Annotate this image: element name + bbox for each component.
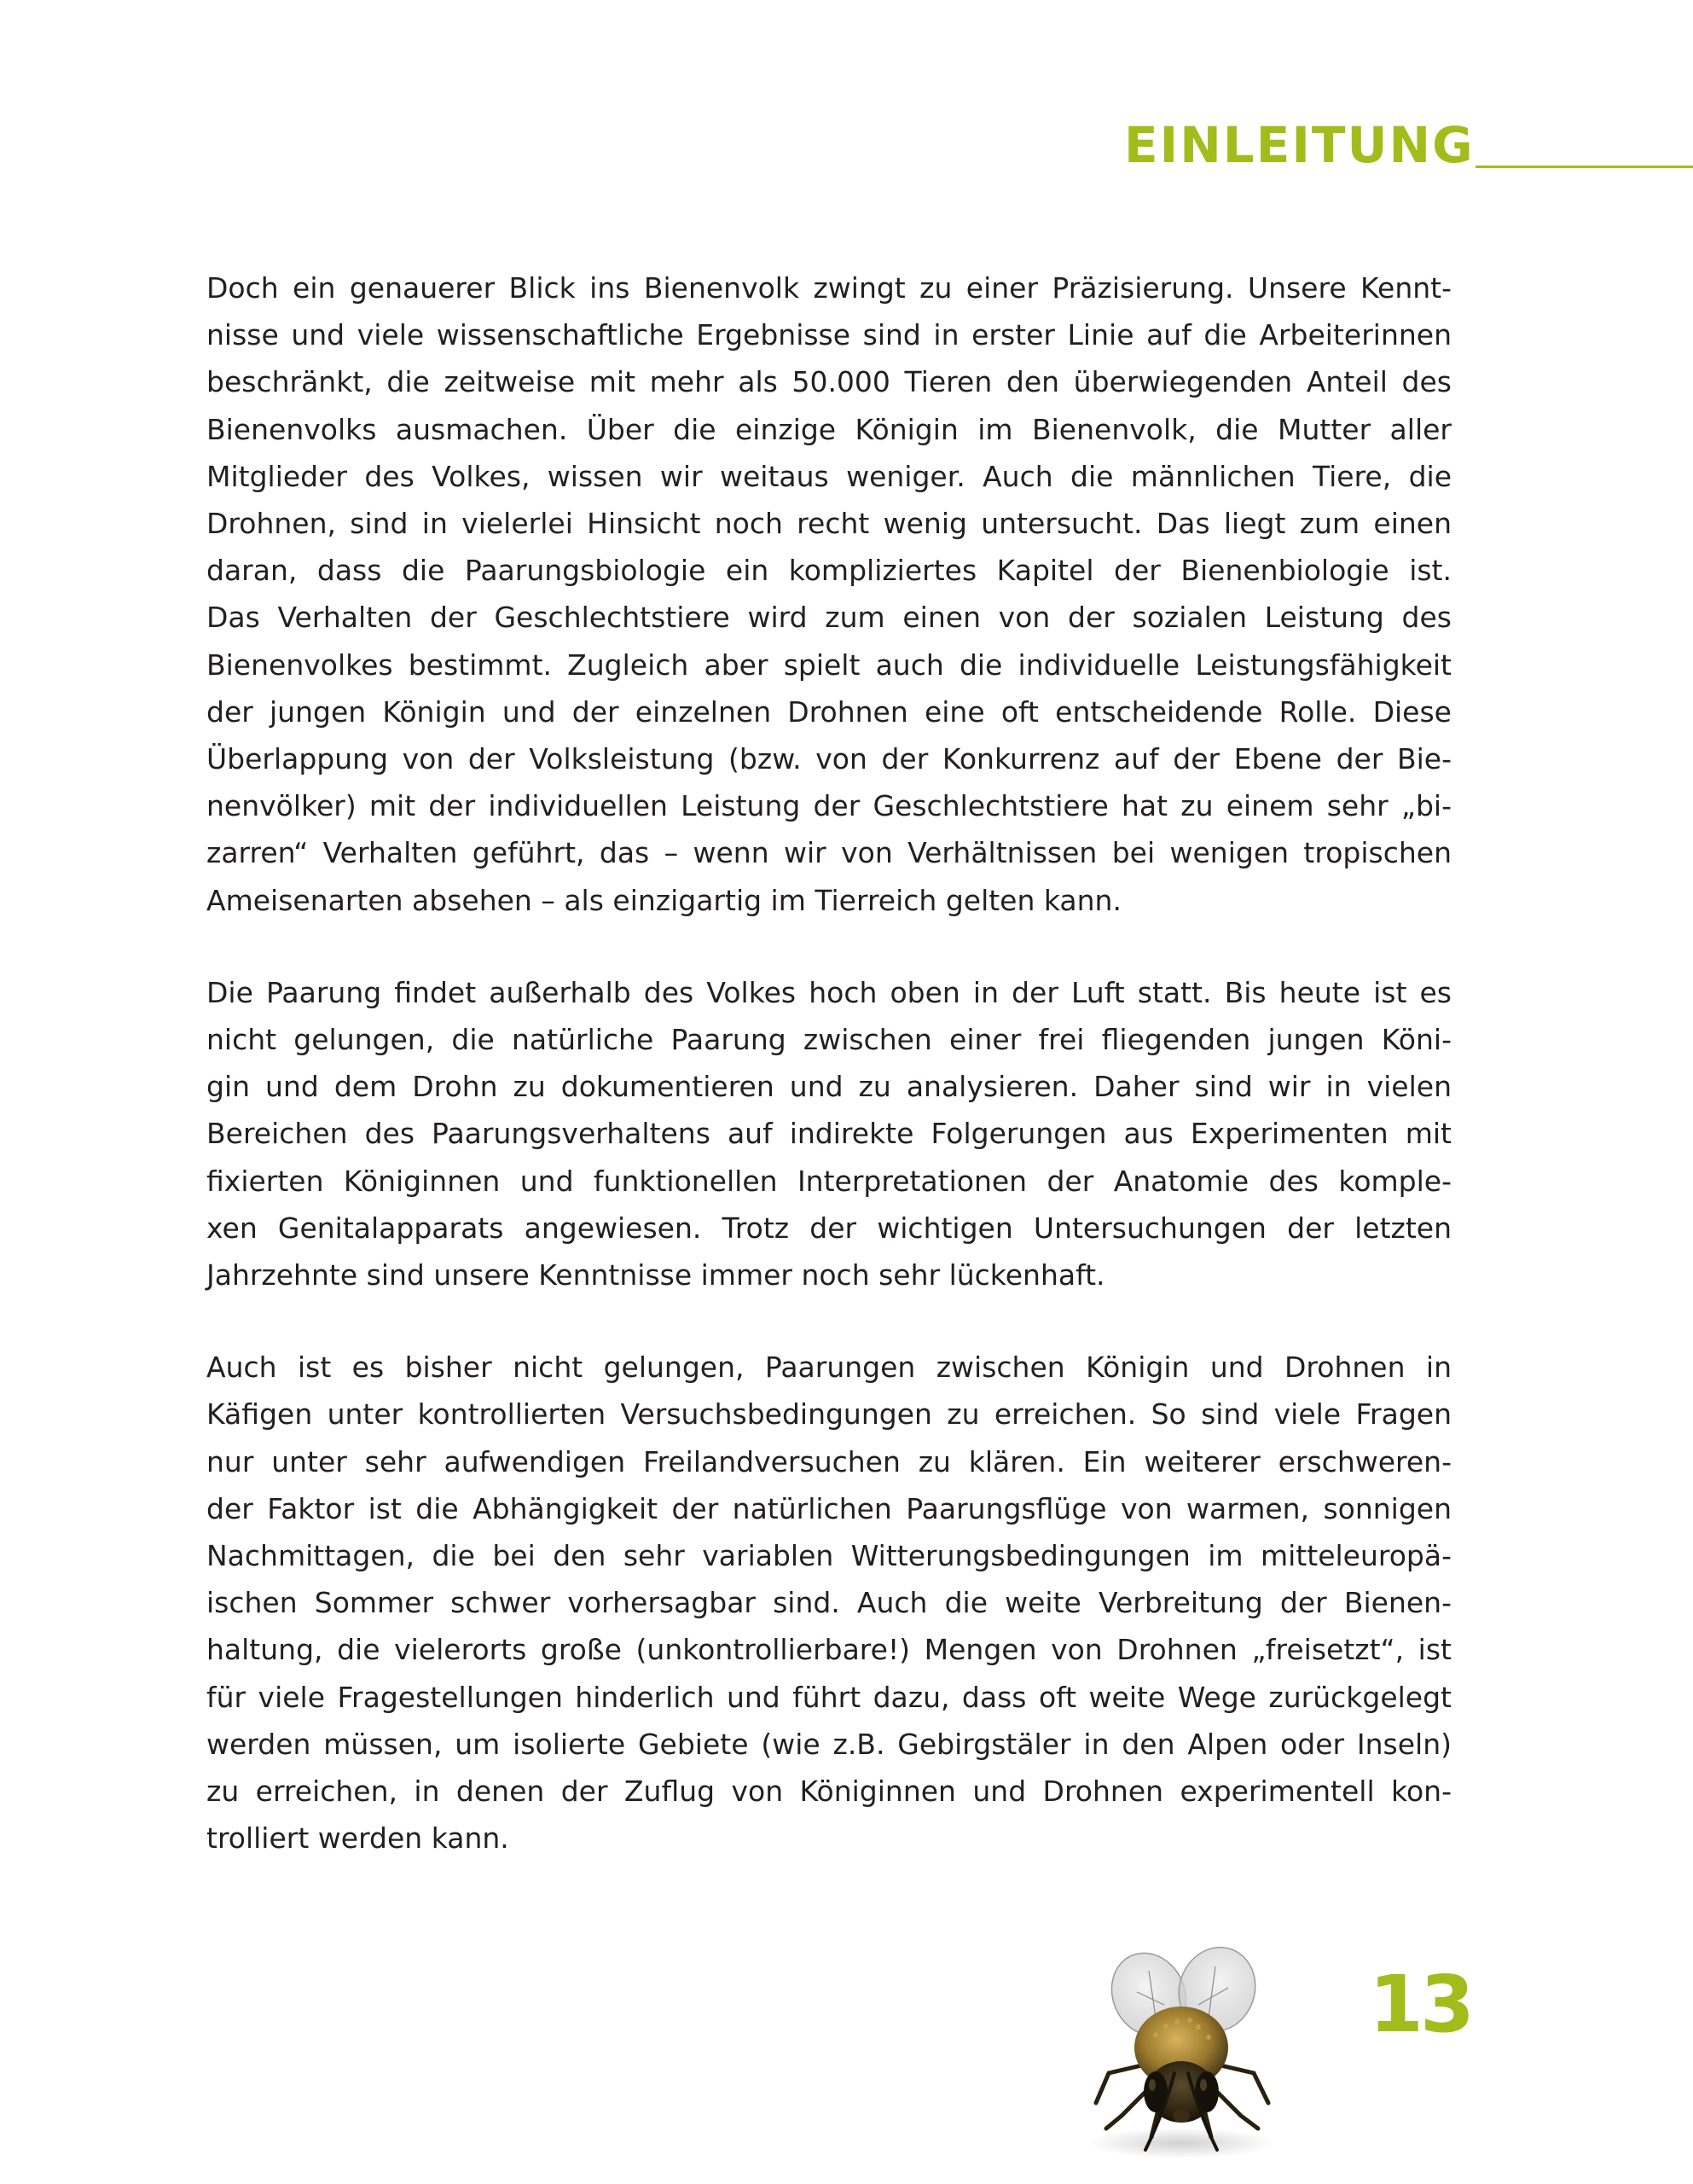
text-line: ischen Sommer schwer vorhersagbar sind. Auch die weite Verbreitung der Bienen- (206, 1586, 1452, 1620)
paragraph-3 (206, 1344, 1452, 1862)
text-line: trolliert werden kann. (206, 1821, 509, 1856)
text-line: xen Genitalapparats angewiesen. Trotz der wichtigen Untersuchungen der letzten (206, 1211, 1452, 1245)
text-line: zarren“ Verhalten geführt, das – wenn wir von Verhältnissen bei wenigen tropischen (206, 836, 1452, 870)
text-line: beschränkt, die zeitweise mit mehr als 50.000 Tieren den überwiegenden Anteil des (206, 365, 1452, 399)
text-line: zu erreichen, in denen der Zuflug von Königinnen und Drohnen experimentell kon- (206, 1774, 1452, 1809)
text-line: Bienenvolks ausmachen. Über die einzige Königin im Bienenvolk, die Mutter aller (206, 412, 1452, 446)
text-line: Bereichen des Paarungsverhaltens auf indirekte Folgerungen aus Experimenten mit (206, 1117, 1452, 1151)
text-line: Nachmittagen, die bei den sehr variablen Witterungsbedingungen im mitteleuropä- (206, 1539, 1452, 1573)
text-line: Bienenvolkes bestimmt. Zugleich aber spielt auch die individuelle Leistungsfähigkeit (206, 648, 1452, 682)
text-line: haltung, die vielerorts große (unkontrollierbare!) Mengen von Drohnen „freisetzt“, ist (206, 1633, 1452, 1667)
paragraph-2 (206, 969, 1452, 1298)
text-line: Drohnen, sind in vielerlei Hinsicht noch recht wenig untersucht. Das liegt zum einen (206, 507, 1452, 541)
text-line: Die Paarung findet außerhalb des Volkes hoch oben in der Luft statt. Bis heute ist es (206, 975, 1452, 1009)
text-line: Doch ein genauerer Blick ins Bienenvolk zwingt zu einer Präzisierung. Unsere Kennt- (206, 271, 1452, 305)
text-line: nenvölker) mit der individuellen Leistung der Geschlechtstiere hat zu einem sehr „bi- (206, 789, 1452, 823)
text-line: der Faktor ist die Abhängigkeit der natürlichen Paarungsflüge von warmen, sonnigen (206, 1491, 1452, 1525)
paragraph-1 (206, 264, 1452, 924)
page-number: 13 (1369, 1959, 1472, 2050)
text-line: nur unter sehr aufwendigen Freilandversuchen zu klären. Ein weiterer erschweren- (206, 1444, 1452, 1478)
section-title: EINLEITUNG (1124, 116, 1475, 174)
title-rule (1476, 166, 1693, 168)
text-line: nisse und viele wissenschaftliche Ergebnisse sind in erster Linie auf die Arbeiterinnen (206, 318, 1452, 352)
text-line: daran, dass die Paarungsbiologie ein kompliziertes Kapitel der Bienenbiologie ist. (206, 554, 1452, 588)
body-text (206, 264, 1452, 1908)
text-line: für viele Fragestellungen hinderlich und führt dazu, dass oft weite Wege zurückgelegt (206, 1680, 1452, 1714)
bee-illustration (1070, 1945, 1292, 2167)
text-line: gin und dem Drohn zu dokumentieren und zu analysieren. Daher sind wir in vielen (206, 1070, 1452, 1104)
text-line: Jahrzehnte sind unsere Kenntnisse immer noch sehr lückenhaft. (206, 1258, 1105, 1292)
text-line: Käfigen unter kontrollierten Versuchsbedingungen zu erreichen. So sind viele Fragen (206, 1397, 1452, 1432)
text-line: Ameisenarten absehen – als einzigartig im Tierreich gelten kann. (206, 883, 1122, 917)
page-header (1117, 116, 1693, 188)
text-line: nicht gelungen, die natürliche Paarung zwischen einer frei fliegenden jungen Köni- (206, 1023, 1452, 1057)
text-line: Auch ist es bisher nicht gelungen, Paarungen zwischen Königin und Drohnen in (206, 1350, 1452, 1385)
text-line: Das Verhalten der Geschlechtstiere wird zum einen von der sozialen Leistung des (206, 601, 1452, 635)
text-line: fixierten Königinnen und funktionellen Interpretationen der Anatomie des komple- (206, 1164, 1452, 1198)
text-line: Überlappung von der Volksleistung (bzw. von der Konkurrenz auf der Ebene der Bie- (206, 742, 1452, 776)
text-line: werden müssen, um isolierte Gebiete (wie z.B. Gebirgstäler in den Alpen oder Inseln) (206, 1727, 1452, 1761)
text-line: der jungen Königin und der einzelnen Drohnen eine oft entscheidende Rolle. Diese (206, 694, 1452, 729)
text-line: Mitglieder des Volkes, wissen wir weitaus weniger. Auch die männlichen Tiere, die (206, 459, 1452, 493)
